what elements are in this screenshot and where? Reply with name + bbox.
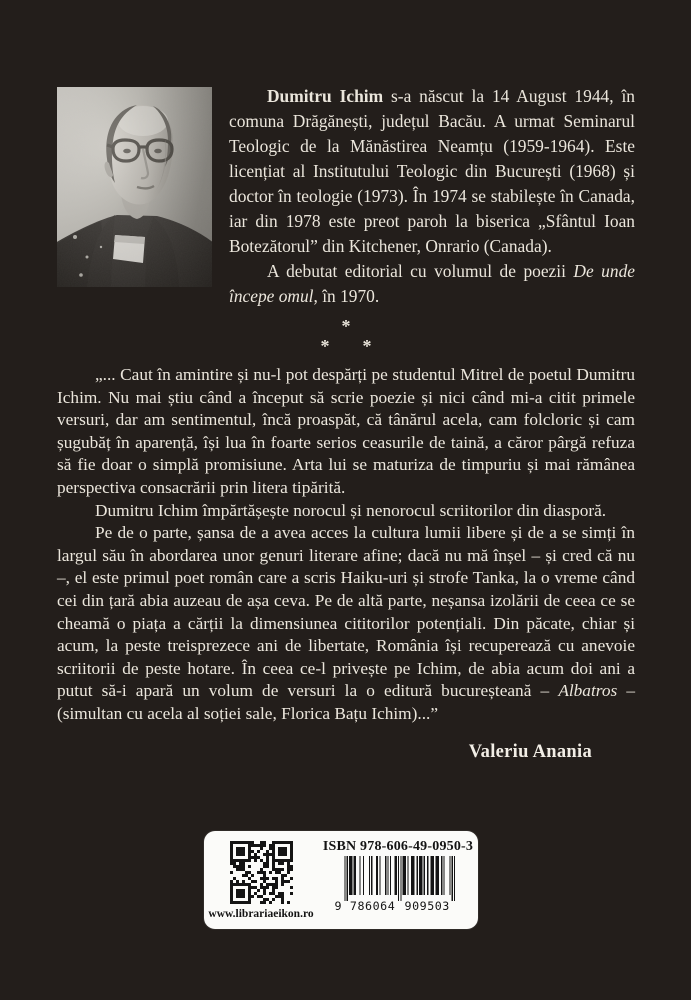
asterisk-separator [57,316,635,356]
signature: Valeriu Anania [468,741,592,762]
quote-section [57,364,635,763]
svg-text:786064: 786064 [349,899,395,912]
publisher-website-url: www.librariaeikon.ro [208,908,314,920]
bio-section [57,84,635,309]
author-name: Dumitru Ichim [267,86,384,106]
svg-text:909503: 909503 [404,899,450,912]
quote-paragraph-2: Dumitru Ichim împărtășește norocul și nenorocul scriitorilor din diasporă. [95,500,607,520]
asterisk-top: * [341,316,351,336]
asterisk-left: * [320,336,330,356]
author-portrait-image [57,87,212,287]
svg-text:9: 9 [334,899,342,912]
asterisk-row [57,336,635,356]
label-left-column [204,831,318,929]
label-right-column [318,831,478,929]
debut-suffix: , în 1970. [313,286,380,306]
quote-paragraph-1: „... Caut în amintire și nu-l pot despărți pe studentul Mitrel de poetul Dumitru Ichim. Nu mai știu când a început să scrie poezie și nici când mi-a citit primele versuri, dar am sentimentul, încă proaspăt, că tânărul acela, cam folcloric și cam șugubăț în aparență, își lua în foarte serios ceasurile de taină, a căror pârgă refuza să fie doar o simplă promisiune. Arta lui se maturiza de timpuriu și mai rămânea perspectiva consacrării prin litera tipărită. [57,365,635,497]
debut-book-title: De unde începe omul [229,261,635,306]
isbn-number: ISBN 978-606-49-0950-3 [322,839,474,854]
quote-p3-end: – (simultan cu acela al soției sale, Florica Bațu Ichim)...” [57,681,635,723]
quote-p3-text: Pe de o parte, șansa de a avea acces la cultura lumii libere și de a se simți în largul său în abordarea unor genuri literare afine; dacă nu mă înșel – și cred că nu –, el este primul poet român care a scris Haiku-uri și strofe Tanka, la o vreme când cei din țară abia auzeau de așa ceva. Pe de altă parte, neșansa izolării de ceea ce se cheamă o piața a cărții la dimensiunea cititorilor potențiali. Din păcate, chiar și acum, la peste treisprezece ani de libertate, România își recuperează cu anevoie scriitorii de peste hotare. În ceea ce-l privește pe Ichim, de abia acum doi ani a putut să-i apară un volum de versuri la o editură bucureșteană – [57,523,635,701]
publisher-name-italic: Albatros [558,681,618,701]
qr-code-icon [230,841,293,904]
author-photo [57,87,212,287]
isbn-label [204,831,478,929]
quote-paragraph-3 [57,522,635,725]
asterisk-right: * [362,336,372,356]
ean13-barcode [333,856,463,912]
cover-text-column [57,84,635,763]
bio-text: s-a născut la 14 August 1944, în comuna Drăgănești, județul Bacău. A urmat Seminarul Teologic de la Mănăstirea Neamțu (1959-1964). Este licențiat al Institutului Teologic din București (1968) și doctor în teologie (1973). În 1974 se stabilește în Canada, iar din 1978 este preot paroh la biserica „Sfântul Ioan Botezătorul” din Kitchener, Onrario (Canada). [229,86,635,256]
debut-prefix: A debutat editorial cu volumul de poezii [267,261,574,281]
